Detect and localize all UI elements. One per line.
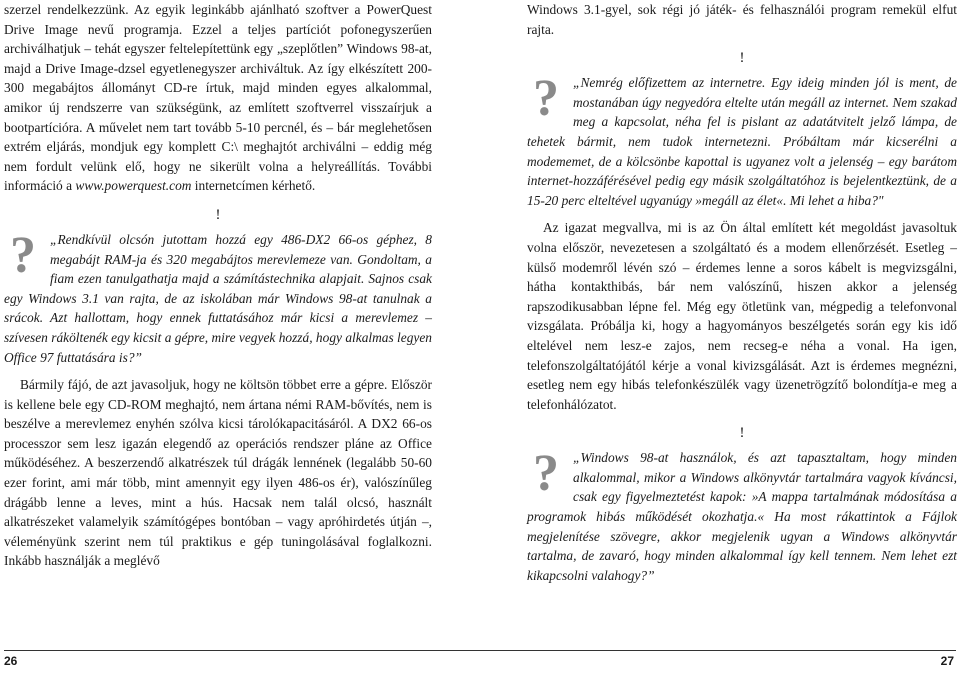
reader-question bbox=[4, 226, 432, 367]
right-paragraph: Windows 3.1-gyel, sok régi jó játék- és felhasználói program remekül elfut rajta. bbox=[527, 2, 957, 37]
question-mark-icon: ? bbox=[533, 70, 559, 128]
reader-question-text: „Nemrég előfizettem az internetre. Egy ideig minden jól is ment, de mostanában úgy negyedóra eltelte után megáll az internet. Nem szakad meg a kapcsolat, néha fel is pislant az adatátvitelt jelző lámpa, de tehetek bármit, nem tudok internetezni. Próbáltam már kicserélni a modememet, de a kölcsönbe kapottal is ugyanez volt a jelenség – egy barátom internet-hozzáférésével pedig egy másik szolgáltatóhoz is bejelentkeztünk, de a 15-20 perc elteltével ugyanúgy »megáll az élet«. Mi lehet a hiba?" bbox=[527, 75, 957, 208]
editor-answer: Az igazat megvallva, mi is az Ön által említett két megoldást javasoltuk volna először, nevezetesen a szolgáltató és a modem ellenőrzését. Esetleg – külső modemről lévén szó – érdemes lenne a soros kábelt is megvizsgálni, hátha kontakthibás, bár nem valószínű, hiszen akkor a jelenség rapszodikusabban lépne fel. Még egy ötletünk van, mégpedig a telefonvonal vizsgálata. Próbálja ki, hogy a hagyományos beszélgetés során egy kis idő eltelével nem lesz-e zajos, nem recseg-e néha a vonal. Ha igen, telefonszolgáltatójától kérje a vonal kivizsgálását. Azt is érdemes megnézni, esetleg nem egy hibás telefonkészülék vagy üzenetrögzítő bolondítja-e meg a telefonhálózatot. bbox=[527, 220, 957, 412]
exclamation-mark: ! bbox=[215, 206, 221, 223]
powerquest-url[interactable]: www.powerquest.com bbox=[75, 178, 192, 194]
question-mark-icon: ? bbox=[10, 226, 36, 284]
reader-question-text: „Rendkívül olcsón jutottam hozzá egy 486-DX2 66-os géphez, 8 megabájt RAM-ja és 320 megabájtos merevlemeze van. Gondoltam, a fiam ezen tanulgathatja majd a számítástechnika alapjait. Sajnos csak egy Windows 3.1 van rajta, de az iskolában már Windows 98-at tanulnak a srácok. Azt hallottam, hogy ennek futtatásához már kicsi a merevlemez – szívesen ráköltenék egy kicsit a gépre, mire vegyek hozzá, hogy alkalmas legyen Office 97 futtatására is?” bbox=[4, 231, 432, 365]
footer-rule bbox=[4, 650, 956, 651]
page-number-right: 27 bbox=[940, 654, 954, 668]
reader-question-text: „Windows 98-at használok, és azt tapasztaltam, hogy minden alkalommal, mikor a Windows alkönyvtár tartalmára vagyok kíváncsi, csak egy figyelmeztetést kapok: »A mappa tartalmának módosítása a programok hibás működését okozhatja.« Ha most rákattintok a Fájlok megjelenítése szövegre, akkor megjelenik ugyan a Windows alkönyvtár tartalma, de zavaró, hogy minden alkalommal így kell tennem. Nem lehet ezt kikapcsolni valahogy?” bbox=[527, 450, 957, 583]
left-paragraph-text: szerzel rendelkezzünk. Az egyik leginkább ajánlható szoftver a PowerQuest Drive Image nevű programja. Ezzel a teljes partíciót pofonegyszerűen archiválhatjuk – tehát egyszer feltelepítettünk egy „szeplőtlen” Windows 98-at, majd a Drive Image-dzsel egyetlenegyszer archiváltuk. Az így elkészített 200-300 megabájtos állományt CD-re írtuk, majd minden egyes alkalommal, amikor új rendszerre van szükségünk, az említett szoftverrel visszaírjuk a bootpartícióra. A művelet nem tart tovább 5-10 percnél, és – bár meglehetősen extrém eljárás, mondjuk egy komplett C:\ meghajtót archiválni – eddig még nem fordult velünk elő, hogy ne sikerült volna a helyreállítás. További információ a bbox=[4, 2, 432, 194]
page-number-left: 26 bbox=[4, 654, 18, 668]
reader-question bbox=[527, 70, 957, 210]
left-paragraph bbox=[4, 0, 432, 196]
editor-answer: Bármily fájó, de azt javasoljuk, hogy ne költsön többet erre a gépre. Először is kellene bele egy CD-ROM meghajtó, nem ártana némi RAM-bővítés, nem is beszélve a merevlemez enyhén szólva kicsi tárolókapacitásáról. A DX2 66-os processzor sem lesz igazán elegendő az operációs rendszer pláne az Office működéséhez. A beszerzendő alkatrészek túl drágák lennének (legalább 50-60 ezer forint, ami már több, mint amennyit egy ilyen 486-os ér), valószínűleg drágább lenne a leves, mint a hús. Hacsak nem talál olcsó, használt alkatrészeket valamelyik számítógépes bontóban – vagy apróhirdetés útján –, véleményünk szerint nem túl praktikus e gép tuningolásával foglalkozni. Inkább használják a meglévő bbox=[4, 377, 432, 569]
exclamation-mark: ! bbox=[739, 425, 745, 442]
right-column bbox=[527, 0, 957, 585]
left-paragraph-end: internetcímen kérhető. bbox=[191, 178, 316, 194]
question-mark-icon: ? bbox=[533, 445, 559, 503]
reader-question bbox=[527, 445, 957, 585]
exclamation-mark: ! bbox=[739, 50, 745, 67]
left-column bbox=[4, 0, 432, 571]
